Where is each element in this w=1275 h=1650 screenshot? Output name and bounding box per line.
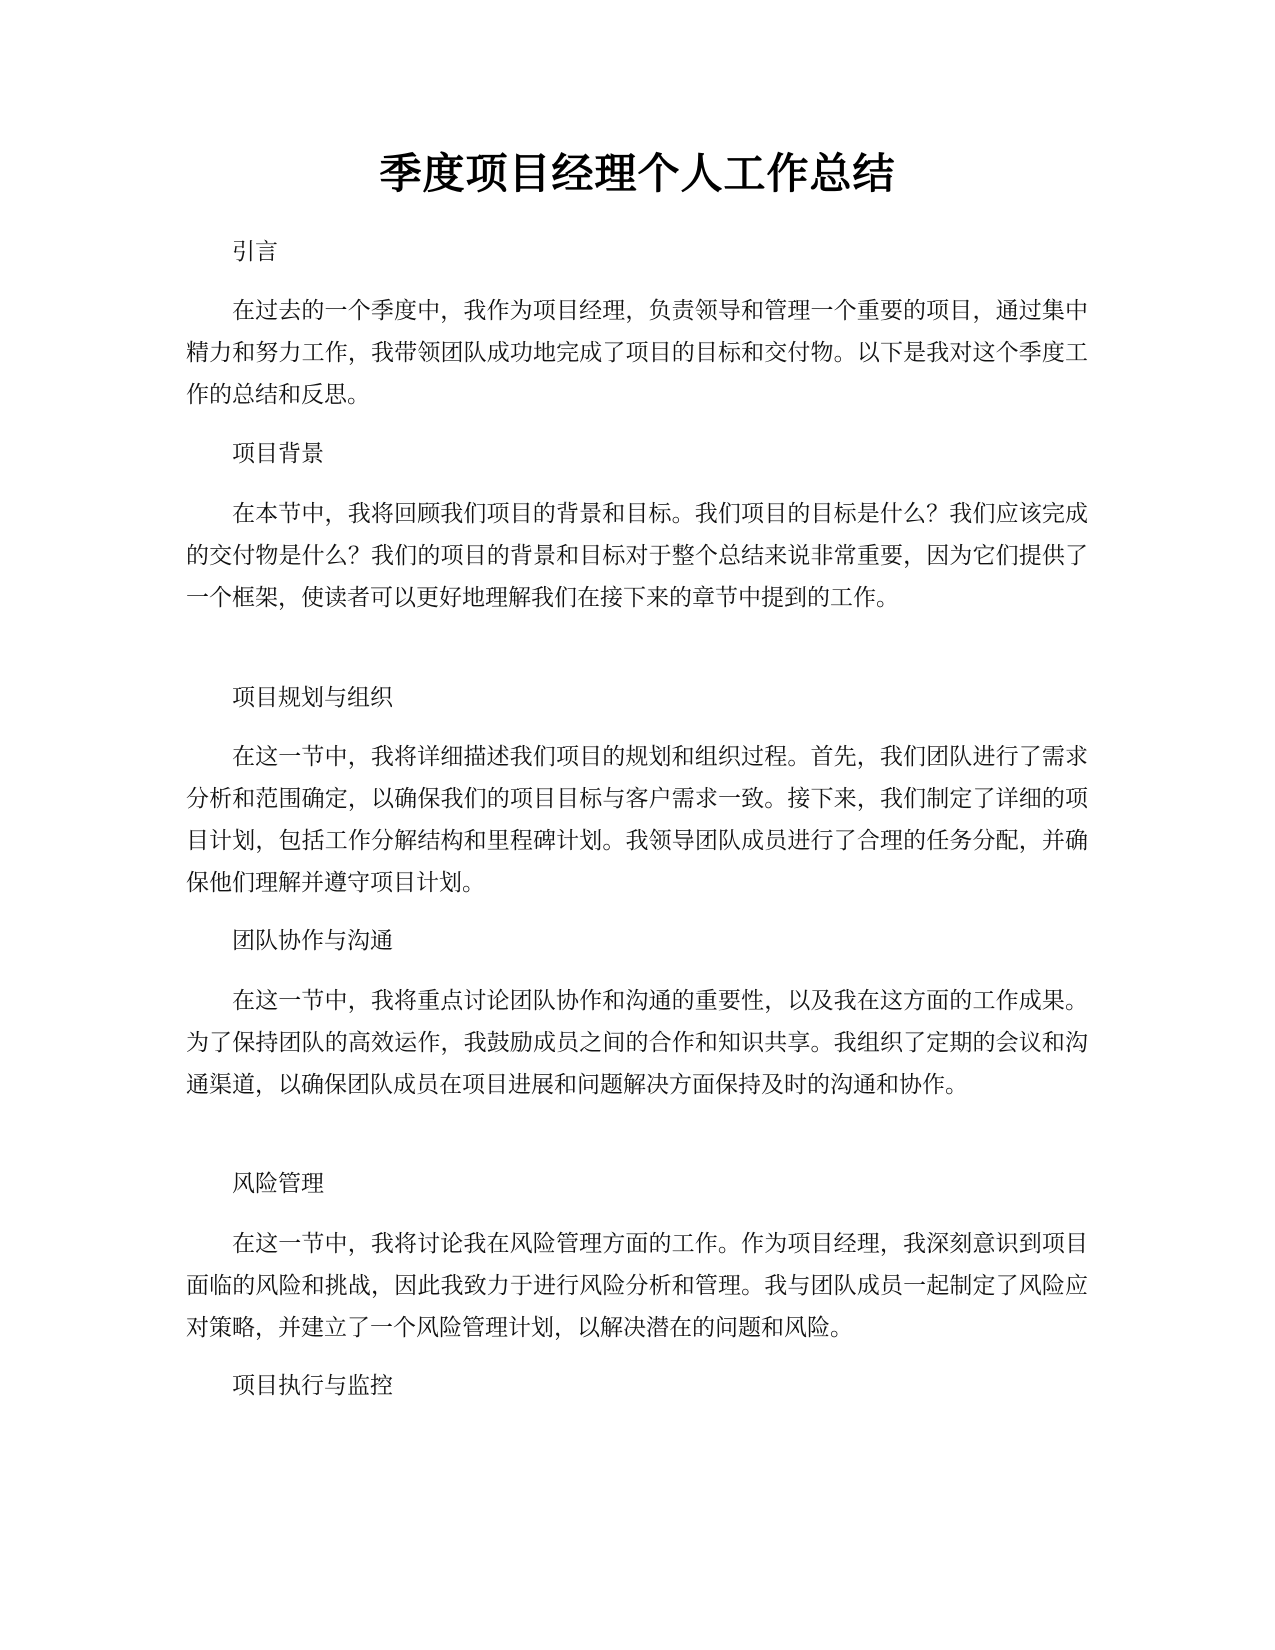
paragraph: 在这一节中，我将详细描述我们项目的规划和组织过程。首先，我们团队进行了需求分析和范围确定，以确保我们的项目目标与客户需求一致。接下来，我们制定了详细的项目计划，包括工作分解结构和里程碑计划。我领导团队成员进行了合理的任务分配，并确保他们理解并遵守项目计划。 xyxy=(186,744,1088,896)
paragraph: 在这一节中，我将重点讨论团队协作和沟通的重要性，以及我在这方面的工作成果。为了保持团队的高效运作，我鼓励成员之间的合作和知识共享。我组织了定期的会议和沟通渠道，以确保团队成员在项目进展和问题解决方面保持及时的沟通和协作。 xyxy=(186,988,1088,1098)
section-heading-teamwork xyxy=(186,920,1088,962)
section-heading: 项目执行与监控 xyxy=(232,1373,393,1399)
section-heading-planning xyxy=(186,677,1088,719)
paragraph: 在本节中，我将回顾我们项目的背景和目标。我们项目的目标是什么？我们应该完成的交付物是什么？我们的项目的背景和目标对于整个总结来说非常重要，因为它们提供了一个框架，使读者可以更好地理解我们在接下来的章节中提到的工作。 xyxy=(186,501,1088,611)
document-title: 季度项目经理个人工作总结 xyxy=(379,149,896,198)
section-heading-intro xyxy=(186,231,1088,273)
section-heading: 项目规划与组织 xyxy=(232,685,393,711)
section-heading-execution xyxy=(186,1365,1088,1407)
paragraph: 在这一节中，我将讨论我在风险管理方面的工作。作为项目经理，我深刻意识到项目面临的风险和挑战，因此我致力于进行风险分析和管理。我与团队成员一起制定了风险应对策略，并建立了一个风险管理计划，以解决潜在的问题和风险。 xyxy=(186,1231,1088,1341)
section-body-teamwork xyxy=(186,980,1088,1106)
section-body-planning xyxy=(186,736,1088,904)
paragraph: 在过去的一个季度中，我作为项目经理，负责领导和管理一个重要的项目，通过集中精力和努力工作，我带领团队成功地完成了项目的目标和交付物。以下是我对这个季度工作的总结和反思。 xyxy=(186,298,1088,408)
section-heading: 团队协作与沟通 xyxy=(232,928,393,954)
section-heading: 项目背景 xyxy=(232,441,324,467)
section-heading: 引言 xyxy=(232,239,278,265)
section-body-intro xyxy=(186,290,1088,416)
section-heading-risk xyxy=(186,1163,1088,1205)
section-heading-background xyxy=(186,433,1088,475)
section-body-background xyxy=(186,493,1088,619)
section-heading: 风险管理 xyxy=(232,1171,324,1197)
section-body-risk xyxy=(186,1223,1088,1349)
